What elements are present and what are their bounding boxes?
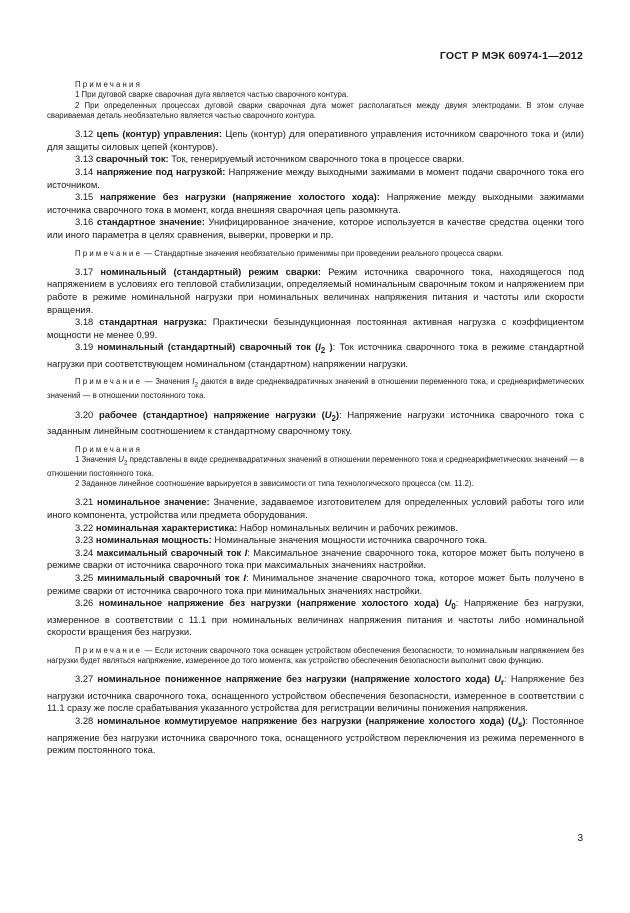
clause-3-14: 3.14 напряжение под нагрузкой: Напряжение между выходными зажимами в момент подачи сварочного тока его источником. [47,165,584,190]
clause-3-27: 3.27 номинальное пониженное напряжение без нагрузки (напряжение холостого хода) $U_r$: Напряжение без нагрузки источника сварочного тока, оснащенного устройством обеспечения безопасности, измеренное в соответствии с 11.1 сразу же после срабатывания указанного устройства для регистрации величины понижения напряжения. [47,673,584,714]
clause-3-22: 3.22 номинальная характеристика: Набор номинальных величин и рабочих режимов. [75,521,458,533]
note-1 [47,80,584,121]
clause-3-12: 3.12 цепь (контур) управления: Цепь (контур) для оперативного управления источником сварочного тока и (или) для защиты силовых цепей (контуров). [47,128,585,152]
note-line: 1 Значения $U_2$ представлены в виде среднеквадратичных значений в отношении переменного тока и среднеарифметических значений — в отношении постоянного тока. [47,454,584,478]
clause-3-25: 3.25 минимальный сварочный ток I: Минимальное значение сварочного тока, которое может быть получено в режиме сварки от источника сварочного тока при минимальных значениях настройки. [47,571,585,596]
clause-3-21: 3.21 номинальное значение: Значение, задаваемое изготовителем для определенных условий работы того или иного компонента, устройства или предмета оборудования. [47,496,584,520]
clause-3-23: 3.23 номинальная мощность: Номинальные значения мощности источника сварочного тока. [75,534,488,546]
clause-3-26: 3.26 номинальное напряжение без нагрузки (напряжение холостого хода) $U_0$: Напряжение без нагрузки, измеренное в соответствии с 11.1 при номинальных величинах напряжения питания и частоты либо номинальной скорости вращения без нагрузки. [47,597,584,638]
clause-3-24: 3.24 максимальный сварочный ток I: Максимальное значение сварочного тока, которое может быть получено в режиме сварки от источника сварочного тока при максимальных значениях настройки. [47,546,585,571]
clause-3-18: 3.18 стандартная нагрузка: Практически безындукционная постоянная активная нагрузка с коэффициентом мощности не менее 0,99. [47,316,585,340]
note-line: 1 При дуговой сварке сварочная дуга является частью сварочного контура. [75,90,349,100]
clause-3-17: 3.17 номинальный (стандартный) режим сварки: Режим источника сварочного тока, находящегося под напряжением в условиях его тепловой стабилизации, определяемый номинальным сварочным током и напряжением при работе в режиме номинальной нагрузки при номинальных величинах напряжения питания и частоты или скорости вращения. [47,265,584,315]
note-heading: Примечание [75,645,143,655]
clause-3-16: 3.16 стандартное значение: Унифицированное значение, которое используется в качестве средства оценки того или иного параметра в целях сравнения, выверки, проверки и пр. [47,216,585,240]
note-line: 2 Заданное линейное соотношение варьируется в зависимости от типа технологического процесса (см. 11.2). [75,479,474,489]
clause-3-19: 3.19 номинальный (стандартный) сварочный ток ($I_2$ ): Ток источника сварочного тока в режиме стандартной нагрузки при соответствующем номинальном (стандартном) напряжении нагрузки. [47,341,585,369]
note-5 [47,646,584,667]
note-2 [47,249,584,259]
note-3: Примечание — Значения $I_2$ даются в виде среднеквадратичных значений в отношении переменного тока, и среднеарифметических значений — в отношении постоянного тока. [47,377,584,401]
note-4 [47,445,584,490]
clause-3-28: 3.28 номинальное коммутируемое напряжение без нагрузки (напряжение холостого хода) $(U_s)$: Постоянное напряжение без нагрузки источника сварочного тока, оснащенного устройством переключения из режима переменного в режим постоянного тока. [47,715,584,756]
note-heading: Примечание [75,248,143,258]
note-text: — Стандартные значения необязательно применимы при проведении реального процесса сварки. [142,248,504,258]
clause-3-15: 3.15 напряжение без нагрузки (напряжение холостого хода): Напряжение между выходными зажимами источника сварочного тока в момент, когда внешняя сварочная цепь разомкнута. [47,191,584,215]
clause-3-20: 3.20 рабочее (стандартное) напряжение нагрузки $(U_2)$: Напряжение нагрузки источника сварочного тока с заданным линейным соотношением к стандартному сварочному току. [47,408,585,437]
clause-3-13: 3.13 сварочный ток: Ток, генерируемый источником сварочного тока в процессе сварки. [75,153,465,165]
note-heading: Примечания [75,444,143,454]
document-body [47,80,584,757]
document-code-header: ГОСТ Р МЭК 60974-1—2012 [439,50,583,62]
note-line: 2 При определенных процессах дуговой сварки сварочная дуга может располагаться между двумя электродами. В этом случае свариваемая деталь необязательно является частью сварочного контура. [47,100,584,120]
note-text: — Если источник сварочного тока оснащен устройством обеспечения безопасности, то номинальным напряжением без нагрузки будет являться напряжение, измеренное до того момента, как устройство обеспечения безопасности выполнит свою функцию. [47,645,584,666]
page-number: 3 [577,833,583,844]
note-heading: Примечание [75,377,143,387]
note-heading: Примечания [75,80,143,89]
